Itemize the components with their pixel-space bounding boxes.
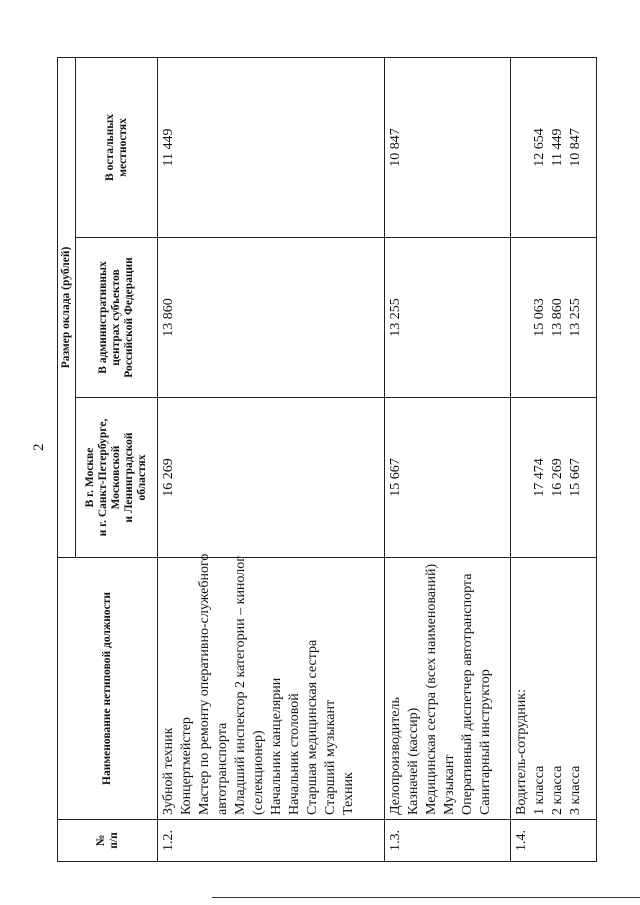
position-name: Начальник канцелярии: [269, 677, 284, 815]
row-number: 1.3.: [384, 820, 510, 862]
salary-moscow: [158, 398, 385, 558]
salary-value: 13 255: [567, 298, 583, 337]
salary-other-localities: [510, 57, 596, 237]
salary-value: 13 860: [549, 298, 565, 337]
header-salary-group: Размер оклада (рублей): [58, 57, 76, 557]
salary-admin-centers: [158, 238, 385, 398]
position-name: (селекционер): [251, 730, 266, 815]
salary-other-localities: [384, 57, 510, 237]
page-number: 2: [31, 443, 47, 451]
position-name: Медицинская сестра (всех наименований): [423, 563, 439, 815]
salary-value: 11 449: [161, 128, 176, 167]
position-name: Начальник столовой: [287, 693, 302, 815]
position-name: Концертмейстер: [179, 717, 194, 815]
position-name: Старшая медицинская сестра: [305, 639, 320, 815]
salary-value: 12 654: [531, 128, 547, 167]
salary-other-localities: [158, 57, 385, 237]
salary-moscow: [384, 398, 510, 558]
salary-admin-centers: [510, 238, 596, 398]
position-name: Музыкант: [441, 754, 457, 815]
header-other-localities: В остальных местностях: [76, 57, 158, 237]
salary-value: 15 667: [387, 458, 403, 497]
salary-value: 16 269: [549, 458, 565, 497]
position-name: 2 класса: [549, 765, 565, 815]
position-name: Делопроизводитель: [387, 697, 403, 815]
row-number: 1.2.: [158, 820, 385, 862]
header-num: № п/п: [58, 820, 158, 862]
header-moscow: В г. Москве и г. Санкт-Петербурге, Московской и Ленинградской областях: [76, 398, 158, 558]
position-name: 3 класса: [567, 765, 583, 815]
salary-value: 13 860: [161, 298, 176, 337]
position-name: Санитарный инструктор: [477, 669, 493, 815]
position-name: Техник: [341, 772, 356, 815]
salary-value: 17 474: [531, 458, 547, 497]
position-name: 1 класса: [531, 765, 547, 815]
position-names: [510, 558, 596, 820]
position-name: Водитель-сотрудник:: [513, 689, 529, 815]
position-name: Младший инспектор 2 категории – кинолог: [233, 556, 248, 815]
salary-value: 10 847: [567, 128, 583, 167]
position-name: Казначей (кассир): [405, 707, 421, 815]
position-name: Зубной техник: [161, 727, 176, 815]
salary-value: 13 255: [387, 298, 403, 337]
position-names: [158, 553, 385, 820]
salary-table-container: [57, 58, 597, 862]
scan-edge-line: [212, 897, 640, 898]
table-body: [158, 57, 597, 861]
salary-table: [57, 57, 597, 862]
position-names: [384, 558, 510, 820]
position-name: автотранспорта: [215, 722, 230, 815]
salary-value: 15 063: [531, 298, 547, 337]
header-name: Наименование нетиповой должности: [58, 558, 158, 820]
table-row: [158, 57, 385, 861]
salary-value: 16 269: [161, 458, 176, 497]
position-name: Мастер по ремонту оперативно-служебного: [197, 553, 212, 815]
salary-value: 10 847: [387, 128, 403, 167]
row-number: 1.4.: [510, 820, 596, 862]
salary-value: 15 667: [567, 458, 583, 497]
salary-moscow: [510, 398, 596, 558]
table-row: [384, 57, 510, 861]
salary-value: 11 449: [549, 128, 565, 167]
header-admin-centers: В административных центрах субъектов Российской Федерации: [76, 238, 158, 398]
position-name: Старший музыкант: [323, 699, 338, 815]
salary-admin-centers: [384, 238, 510, 398]
table-row: [510, 57, 596, 861]
position-name: Оперативный диспетчер автотранспорта: [459, 573, 475, 815]
